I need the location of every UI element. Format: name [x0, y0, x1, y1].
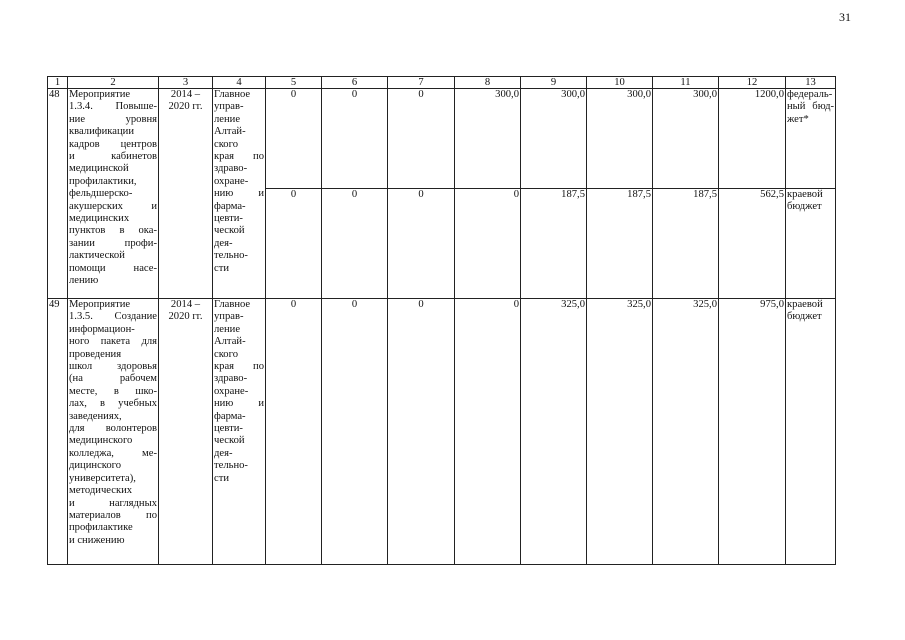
executor-line: фарма-	[214, 410, 246, 422]
desc-line: медицинских	[69, 213, 130, 225]
source-line: бюджет	[787, 311, 822, 323]
executor-line: управ-	[214, 311, 244, 323]
amount-cell: 300,0	[521, 89, 587, 189]
implementation-period	[159, 89, 213, 299]
amount-cell: 325,0	[653, 299, 719, 565]
amount-cell: 0	[266, 189, 322, 299]
executor-line: ского	[214, 138, 238, 150]
executor-line: Главное	[214, 89, 251, 100]
amount-cell: 300,0	[455, 89, 521, 189]
activity-description	[68, 299, 159, 565]
period-line: 2020 гг.	[168, 101, 203, 113]
funding-source	[786, 89, 836, 189]
total-amount-cell: 975,0	[719, 299, 786, 565]
desc-line: Мероприятие	[69, 299, 131, 310]
column-header: 2	[68, 77, 159, 89]
desc-line: и кабинетов	[69, 151, 157, 163]
desc-line: 1.3.5. Создание	[69, 311, 157, 323]
desc-line: Мероприятие	[69, 89, 131, 100]
amount-cell: 0	[388, 89, 455, 189]
amount-cell: 325,0	[587, 299, 653, 565]
executor-line: Главное	[214, 299, 251, 310]
desc-line: проведения	[69, 348, 122, 360]
desc-line: университета),	[69, 472, 136, 484]
amount-cell: 0	[322, 299, 388, 565]
executor-line: цевти-	[214, 213, 243, 225]
column-header: 10	[587, 77, 653, 89]
executor-line: ческой	[214, 435, 245, 447]
executor-line: здраво-	[214, 373, 248, 385]
source-line: краевой	[787, 189, 823, 200]
executor	[213, 299, 266, 565]
desc-line: школ здоровья	[69, 361, 157, 373]
source-line: бюджет	[787, 201, 822, 213]
executor-line: края по	[214, 361, 264, 373]
desc-line: (на рабочем	[69, 373, 157, 385]
column-header: 13	[786, 77, 836, 89]
executor-line: сти	[214, 472, 230, 484]
funding-source	[786, 299, 836, 565]
executor-line: дея-	[214, 237, 233, 249]
desc-line: лению	[69, 275, 99, 287]
amount-cell: 0	[266, 89, 322, 189]
desc-line: месте, в шко-	[69, 385, 157, 397]
desc-line: ние уровня	[69, 113, 157, 125]
column-header: 1	[48, 77, 68, 89]
column-header: 9	[521, 77, 587, 89]
executor-line: здраво-	[214, 163, 248, 175]
executor-line: тельно-	[214, 460, 248, 472]
desc-line: заведениях,	[69, 410, 122, 422]
executor-line: управ-	[214, 101, 244, 113]
executor-line: Алтай-	[214, 126, 246, 138]
desc-line: дицинского	[69, 460, 122, 472]
amount-cell: 300,0	[587, 89, 653, 189]
amount-cell: 325,0	[521, 299, 587, 565]
column-header: 4	[213, 77, 266, 89]
executor-line: охране-	[214, 385, 249, 397]
desc-line: ного пакета для	[69, 336, 157, 348]
amount-cell: 187,5	[587, 189, 653, 299]
total-amount-cell: 562,5	[719, 189, 786, 299]
executor-line: нию и	[214, 188, 264, 200]
amount-cell: 0	[455, 189, 521, 299]
desc-line: медицинского	[69, 435, 133, 447]
row-number: 49	[48, 299, 68, 565]
desc-line: методических	[69, 485, 133, 497]
desc-line: фельдшерско-	[69, 188, 133, 200]
executor-line: фарма-	[214, 200, 246, 212]
desc-line: 1.3.4. Повыше-	[69, 101, 157, 113]
desc-line: кадров центров	[69, 138, 157, 150]
funding-source	[786, 189, 836, 299]
executor-line: края по	[214, 151, 264, 163]
desc-line: профилактике	[69, 522, 133, 534]
executor-line: ческой	[214, 225, 245, 237]
executor-line: ление	[214, 323, 241, 335]
amount-cell: 0	[322, 89, 388, 189]
source-line: ный бюд-	[787, 101, 834, 113]
page-number: 31	[839, 10, 851, 24]
desc-line: зании профи-	[69, 237, 157, 249]
executor-line: дея-	[214, 447, 233, 459]
executor-line: нию и	[214, 398, 264, 410]
desc-line: акушерских и	[69, 200, 157, 212]
period-line: 2020 гг.	[168, 311, 203, 323]
desc-line: колледжа, ме-	[69, 447, 157, 459]
column-header: 11	[653, 77, 719, 89]
amount-cell: 0	[388, 299, 455, 565]
column-header: 6	[322, 77, 388, 89]
activity-description	[68, 89, 159, 299]
amount-cell: 0	[455, 299, 521, 565]
desc-line: лактической	[69, 250, 125, 262]
column-header: 12	[719, 77, 786, 89]
desc-line: лах, в учебных	[69, 398, 157, 410]
desc-line: пунктов в ока-	[69, 225, 157, 237]
desc-line: и снижению	[69, 534, 125, 546]
row-number: 48	[48, 89, 68, 299]
source-line: краевой	[787, 299, 823, 310]
executor-line: ление	[214, 113, 241, 125]
table-row	[48, 89, 836, 189]
column-header: 5	[266, 77, 322, 89]
table-row	[48, 299, 836, 565]
executor-line: тельно-	[214, 250, 248, 262]
amount-cell: 300,0	[653, 89, 719, 189]
column-header: 8	[455, 77, 521, 89]
program-activities-table	[47, 76, 836, 565]
implementation-period	[159, 299, 213, 565]
column-header: 7	[388, 77, 455, 89]
executor-line: охране-	[214, 175, 249, 187]
column-number-row	[48, 77, 836, 89]
amount-cell: 187,5	[653, 189, 719, 299]
period-line: 2014 –	[170, 89, 201, 100]
total-amount-cell: 1200,0	[719, 89, 786, 189]
desc-line: помощи насе-	[69, 262, 157, 274]
executor-line: Алтай-	[214, 336, 246, 348]
desc-line: информацион-	[69, 323, 135, 335]
column-header: 3	[159, 77, 213, 89]
executor-line: ского	[214, 348, 238, 360]
desc-line: для волонтеров	[69, 423, 157, 435]
source-line: жет*	[787, 113, 809, 125]
amount-cell: 0	[322, 189, 388, 299]
amount-cell: 0	[388, 189, 455, 299]
executor-line: цевти-	[214, 423, 243, 435]
period-line: 2014 –	[170, 299, 201, 310]
amount-cell: 0	[266, 299, 322, 565]
desc-line: и наглядных	[69, 497, 157, 509]
amount-cell: 187,5	[521, 189, 587, 299]
desc-line: материалов по	[69, 509, 157, 521]
desc-line: медицинской	[69, 163, 129, 175]
desc-line: профилактики,	[69, 175, 137, 187]
desc-line: квалификации	[69, 126, 134, 138]
source-line: федераль-	[787, 89, 833, 100]
executor-line: сти	[214, 262, 230, 274]
executor	[213, 89, 266, 299]
